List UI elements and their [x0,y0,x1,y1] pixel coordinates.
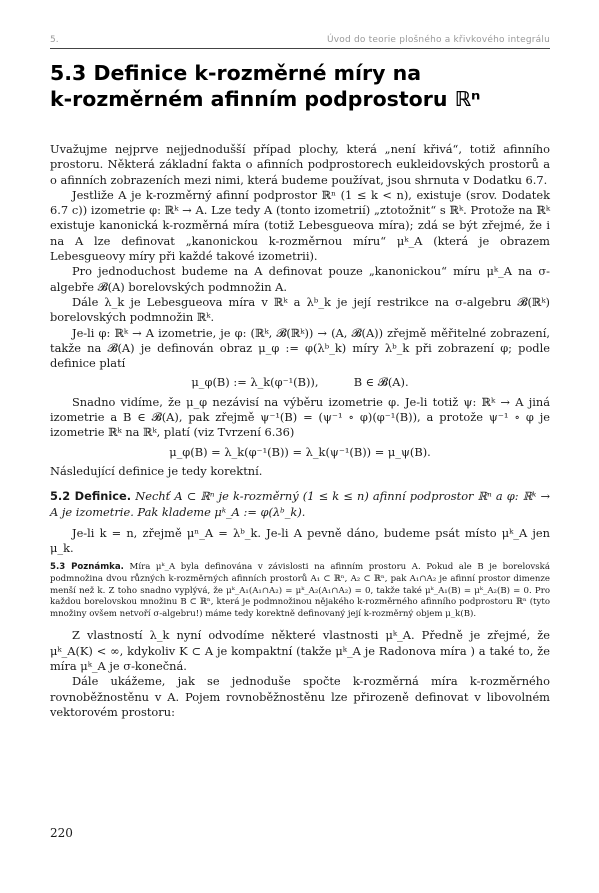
remark-body: Míra μᵏ_A byla definována v závislosti na afinním prostoru A. Pokud ale B je borelovská podmnožina dvou různých k-rozměrných afinních prostorů A₁ ⊂ ℝⁿ, A₂ ⊂ ℝⁿ, pak A₁∩A₂ je afinní prostor dimenze menší než k. Z toho snadno vyplývá, že μᵏ_A₁(A₁∩A₂) = μᵏ_A₂(A₁∩A₂) = 0, takže také μᵏ_A₁(B) = μᵏ_A₂(B) = 0. Pro každou borelovskou množinu B ⊂ ℝⁿ, která je podmnožinou nějakého k-rozměrného afinního podprostoru ℝⁿ (tyto množiny ovšem netvoří σ-algebru!) máme tedy korektně definovaný její k-rozměrný objem μ_k(B). [50,562,550,619]
section-heading-line-2: k-rozměrném afinním podprostoru ℝⁿ [50,87,481,111]
page-number: 220 [50,826,73,840]
paragraph-lebesgue: Dále λ_k je Lebesgueova míra v ℝᵏ a λᵇ_k je její restrikce na σ-algebru 𝓑(ℝᵏ) borelovských podmnožin ℝᵏ. [50,294,550,325]
paragraph-intro: Uvažujme nejprve nejjednodušší případ plochy, která „není křivá“, totiž afinního prostoru. Některá základní fakta o afinních podprostorech eukleidovských prostorů a o afinních zobrazeních mezi nimi, která budeme používat, jsou shrnuta v Dodatku 6.7. [50,142,550,187]
equation-image-measure [50,375,550,390]
equation-image-measure-lhs: μ_φ(B) := λ_k(φ⁻¹(B)), [191,375,319,390]
paragraph-conclusion: Následující definice je tedy korektní. [50,463,263,478]
remark-label: 5.3 Poznámka. [50,562,124,573]
paragraph-isometry: Jestliže A je k-rozměrný afinní podprostor ℝⁿ (1 ≤ k < n), existuje (srov. Dodatek 6.7 c)) izometrie φ: ℝᵏ → A. Lze tedy A (tonto izometrií) „ztotožnit“ s ℝᵏ. Protože na ℝᵏ existuje kanonická k-rozměrná míra (totiž Lebesgueova míra); zdá se být zřejmé, že i na A lze definovat „kanonickou k-rozměrnou míru“ μᵏ_A (která je obrazem Lebesgueovy míry při každé takové izometrii). [50,187,550,264]
paragraph-next: Dále ukážeme, jak se jednoduše spočte k-rozměrná míra k-rozměrného rovnoběžnostěnu v A. Pojem rovnoběžnostěnu lze přirozeně definovat v libovolném vektorovém prostoru: [50,674,550,719]
definition-label: 5.2 Definice. [50,489,132,504]
section-heading-line-1: 5.3 Definice k-rozměrné míry na [50,61,422,85]
remark-block [50,562,550,620]
definition-block [50,489,550,520]
equation-image-measure-rhs: B ∈ 𝓑(A). [353,375,409,390]
running-header-chapter: 5. [50,35,59,45]
paragraph-independence: Snadno vidíme, že μ_φ nezávisí na výběru izometrie φ. Je-li totiž ψ: ℝᵏ → A jiná izometrie a B ∈ 𝓑(A), pak zřejmě ψ⁻¹(B) = (ψ⁻¹ ∘ φ)(φ⁻¹(B)), a protože ψ⁻¹ ∘ φ je izometrie ℝᵏ na ℝᵏ, platí (viz Tvrzení 6.36) [50,394,550,440]
running-header-title: Úvod do teorie plošného a křivkového integrálu [326,35,550,45]
section-heading [50,60,550,112]
running-header [50,35,550,49]
equation-independence: μ_φ(B) = λ_k(φ⁻¹(B)) = λ_k(ψ⁻¹(B)) = μ_ψ(B). [169,444,431,459]
paragraph-definition-followup: Je-li k = n, zřejmě μⁿ_A = λᵇ_k. Je-li A pevně dáno, budeme psát místo μᵏ_A jen μ_k. [50,525,550,556]
paragraph-borel: Pro jednoduchost budeme na A definovat pouze „kanonickou“ míru μᵏ_A na σ-algebře 𝓑(A) borelovských podmnožin A. [50,264,550,294]
definition-body: Nechť A ⊂ ℝⁿ je k-rozměrný (1 ≤ k ≤ n) afinní podprostor ℝⁿ a φ: ℝᵏ → A je izometrie. Pak klademe μᵏ_A := φ(λᵇ_k). [50,489,551,519]
paragraph-image-measure: Je-li φ: ℝᵏ → A izometrie, je φ: (ℝᵏ, 𝓑(ℝᵏ)) → (A, 𝓑(A)) zřejmě měřitelné zobrazení, takže na 𝓑(A) je definován obraz μ_φ := φ(λᵇ_k) míry λᵇ_k při zobrazení φ; podle definice platí [50,325,550,371]
page-body [50,142,550,720]
paragraph-properties: Z vlastností λ_k nyní odvodíme některé vlastnosti μᵏ_A. Předně je zřejmé, že μᵏ_A(K) < ∞, kdykoliv K ⊂ A je kompaktní (takže μᵏ_A je Radonova míra ) a také to, že míra μᵏ_A je σ-konečná. [50,628,550,673]
